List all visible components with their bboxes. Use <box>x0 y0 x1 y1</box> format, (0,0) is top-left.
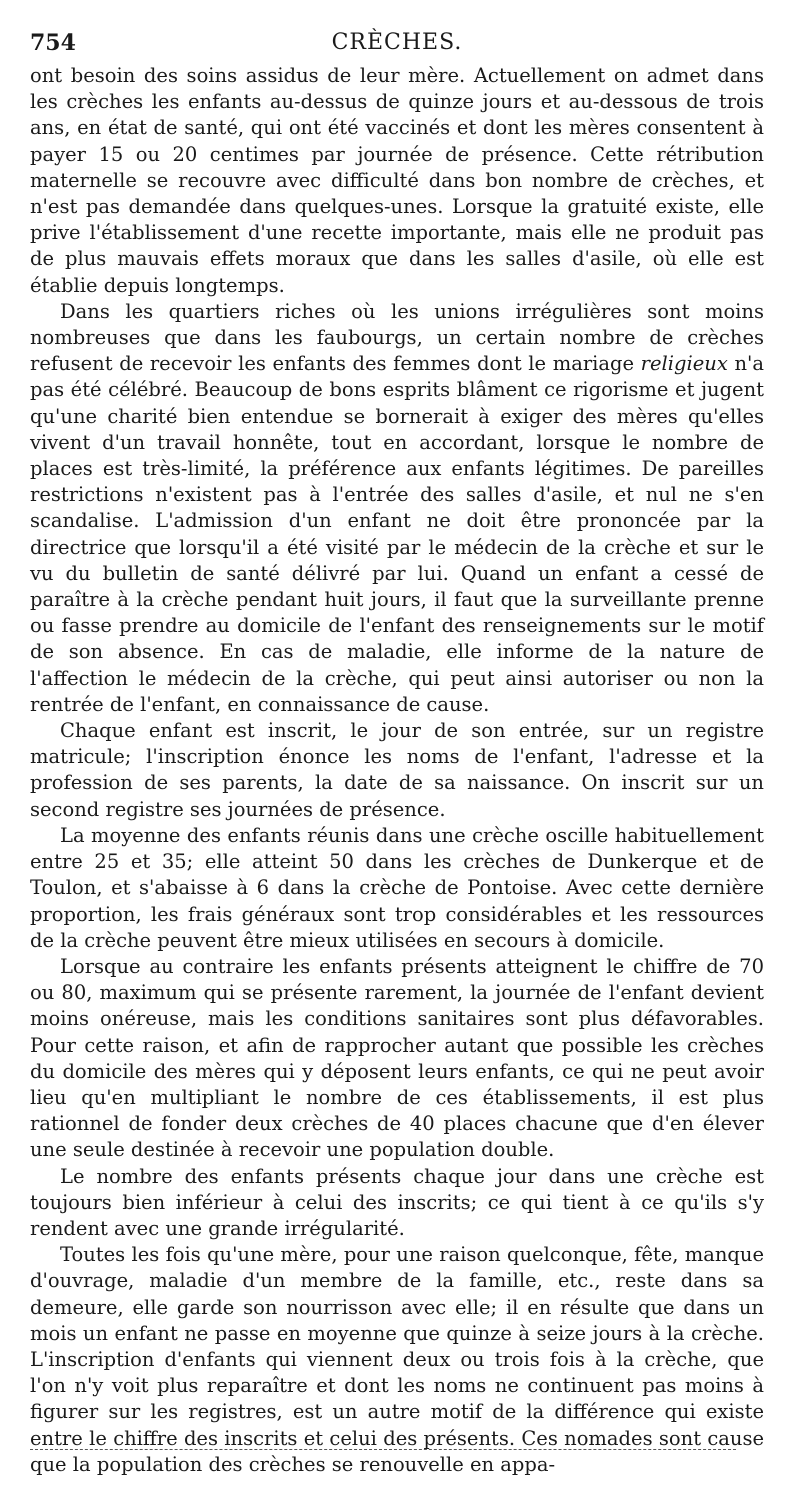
emphasis: religieux <box>640 352 728 376</box>
paragraph: Le nombre des enfants présents chaque jour dans une crèche est toujours bien inférieur à celui des inscrits; ce qui tient à ce qu'ils s'y rendent avec une grande irrégularité. <box>30 1164 764 1240</box>
paragraph: ont besoin des soins assidus de leur mère. Actuellement on admet dans les crèches les enfants au-dessus de quinze jours et au-dessous de trois ans, en état de santé, qui ont été vaccinés et dont les mères consentent à payer 15 ou 20 centimes par journée de présence. Cette rétribution maternelle se recouvre avec difficulté dans bon nombre de crèches, et n'est pas demandée dans quelques-unes. Lorsque la gratuité existe, elle prive l'établissement d'une recette importante, mais elle ne produit pas de plus mauvais effets moraux que dans les salles d'asile, où elle est établie depuis longtemps. <box>30 64 764 297</box>
body-text <box>30 63 764 1478</box>
paragraph: Chaque enfant est inscrit, le jour de son entrée, sur un registre matricule; l'inscription énonce les noms de l'enfant, l'adresse et la profession de ses parents, la date de sa naissance. On inscrit sur un second registre ses journées de présence. <box>30 719 764 821</box>
paragraph: Toutes les fois qu'une mère, pour une raison quelconque, fête, manque d'ouvrage, maladie d'un membre de la famille, etc., reste dans sa demeure, elle garde son nourrisson avec elle; il en résulte que dans un mois un enfant ne passe en moyenne que quinze à seize jours à la crèche. L'inscription d'enfants qui viennent deux ou trois fois à la crèche, que l'on n'y voit plus reparaître et dont les noms ne continuent pas moins à figurer sur les registres, est un autre motif de la différence qui existe entre le chiffre des inscrits et celui des présents. Ces nomades sont cause que la population des crèches se renouvelle en appa- <box>30 1243 764 1476</box>
paragraph: Dans les quartiers riches où les unions irrégulières sont moins nombreuses que dans les faubourgs, un certain nombre de crèches refusent de recevoir les enfants des femmes dont le mariage religieux n'a pas été célébré. Beaucoup de bons esprits blâment ce rigorisme et jugent qu'une charité bien entendue se bornerait à exiger des mères qu'elles vivent d'un travail honnête, tout en accordant, lorsque le nombre de places est très-limité, la préférence aux enfants légitimes. De pareilles restrictions n'existent pas à l'entrée des salles d'asile, et nul ne s'en scandalise. L'admission d'un enfant ne doit être prononcée par la directrice que lorsqu'il a été visité par le médecin de la crèche et sur le vu du bulletin de santé délivré par lui. Quand un enfant a cessé de paraître à la crèche pendant huit jours, il faut que la surveillante prenne ou fasse prendre au domicile de l'enfant des renseignements sur le motif de son absence. En cas de maladie, elle informe de la nature de l'affection le médecin de la crèche, qui peut ainsi autoriser ou non la rentrée de l'enfant, en connaissance de cause. <box>30 299 764 716</box>
running-title: CRÈCHES. <box>331 30 463 55</box>
paragraph: La moyenne des enfants réunis dans une crèche oscille habituellement entre 25 et 35; elle atteint 50 dans les crèches de Dunkerque et de Toulon, et s'abaisse à 6 dans la crèche de Pontoise. Avec cette dernière proportion, les frais généraux sont trop considérables et les ressources de la crèche peuvent être mieux utilisées en secours à domicile. <box>30 823 764 952</box>
page-number: 754 <box>30 30 76 56</box>
paragraph: Lorsque au contraire les enfants présents atteignent le chiffre de 70 ou 80, maximum qui se présente rarement, la journée de l'enfant devient moins onéreuse, mais les conditions sanitaires sont plus défavorables. Pour cette raison, et afin de rapprocher autant que possible les crèches du domicile des mères qui y déposent leurs enfants, ce qui ne peut avoir lieu qu'en multipliant le nombre de ces établissements, il est plus rationnel de fonder deux crèches de 40 places chacune que d'en élever une seule destinée à recevoir une population double. <box>30 954 764 1162</box>
footer-divider <box>30 1449 736 1450</box>
page-header <box>30 30 764 56</box>
